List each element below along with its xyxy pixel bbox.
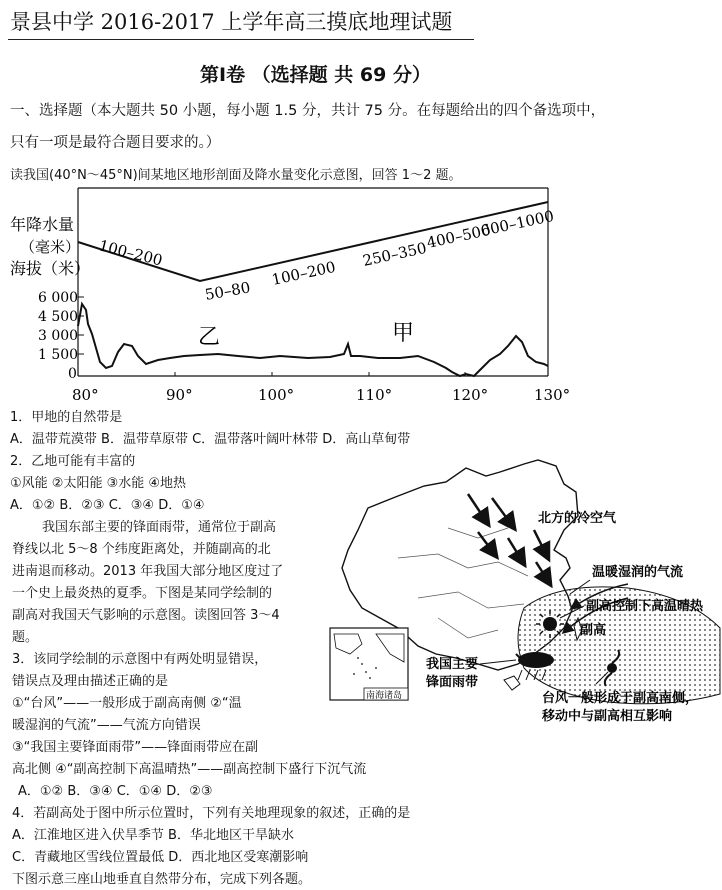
q4-options-cd: C．青藏地区雪线位置最低 D．西北地区受寒潮影响	[12, 850, 309, 865]
label-typhoon-2: 移动中与副高相互影响	[542, 709, 673, 724]
instructions-line-2: 只有一项是最符合题目要求的。）	[10, 135, 221, 151]
q2-stem: 2．乙地可能有丰富的	[10, 454, 136, 469]
intro-q1-q2: 读我国(40°N～45°N)间某地区地形剖面及降水量变化示意图，回答 1～2 题。	[10, 168, 462, 183]
q3-statement-1: ①“台风”——一般形成于副高南侧 ②“温	[12, 696, 242, 711]
y-tick-4500: 4 500	[38, 309, 79, 325]
q3-statement-2: 暖湿润的气流”——气流方向错误	[12, 718, 201, 733]
x-tick-120: 120°	[452, 386, 489, 404]
y-tick-6000: 6 000	[38, 290, 79, 306]
place-jia: 甲	[392, 321, 415, 346]
q3-statement-4: 高北侧 ④“副高控制下高温晴热”——副高控制下盛行下沉气流	[12, 762, 367, 777]
x-tick-80: 80°	[72, 386, 99, 404]
precip-label-6: 600–1000	[479, 206, 556, 240]
label-rain-belt-1: 我国主要	[426, 657, 479, 672]
place-yi: 乙	[198, 325, 221, 350]
title-underline	[8, 39, 474, 40]
label-typhoon-1: 台风一般形成于副高南侧，	[542, 691, 699, 706]
y-tick-3000: 3 000	[38, 328, 79, 344]
subtropical-high-map	[328, 458, 720, 758]
precip-label-1: 100–200	[97, 236, 165, 270]
inset-label: 南海诸岛	[366, 691, 403, 701]
precip-label-3: 100–200	[270, 257, 338, 289]
y-tick-0: 0	[68, 366, 77, 382]
passage-line-6: 题。	[12, 630, 39, 645]
y-label-precip: 年降水量	[10, 215, 75, 234]
label-subtropical-high: 副高	[580, 623, 607, 638]
y-label-elevation: 海拔（米）	[10, 259, 91, 278]
terrain-precipitation-profile	[8, 186, 571, 406]
q4-stem: 4．若副高处于图中所示位置时，下列有关地理现象的叙述，正确的是	[12, 806, 411, 821]
passage-line-2: 脊线以北 5～8 个纬度距离处，并随副高的北	[12, 542, 271, 557]
x-tick-100: 100°	[258, 386, 295, 404]
label-warm-air: 温暖湿润的气流	[592, 565, 684, 580]
label-hot-sunny: 副高控制下高温晴热	[586, 599, 704, 614]
passage-line-5: 副高对我国天气影响的示意图。读图回答 3～4	[12, 608, 280, 623]
q3-stem-2: 错误点及理由描述正确的是	[12, 674, 169, 689]
q4-options-ab: A．江淮地区进入伏旱季节 B．华北地区干旱缺水	[12, 828, 294, 843]
q3-stem-1: 3．该同学绘制的示意图中有两处明显错误，	[12, 652, 268, 667]
precip-label-4: 250–350	[361, 238, 429, 270]
precip-label-5: 400–500	[425, 220, 493, 252]
q1-options: A．温带荒漠带 B．温带草原带 C．温带落叶阔叶林带 D．高山草甸带	[10, 432, 411, 447]
x-tick-90: 90°	[166, 386, 193, 404]
passage-line-1: 我国东部主要的锋面雨带，通常位于副高	[42, 520, 277, 535]
x-tick-130: 130°	[534, 386, 571, 404]
page-title: 景县中学 2016-2017 上学年高三摸底地理试题	[10, 10, 453, 34]
q1-stem: 1．甲地的自然带是	[10, 410, 123, 425]
q3-statement-3: ③“我国主要锋面雨带”——锋面雨带应在副	[12, 740, 259, 755]
instructions-line-1: 一、选择题（本大题共 50 小题，每小题 1.5 分，共计 75 分。在每题给出的四个备选项中，	[10, 103, 606, 119]
q3-options: A．①② B．③④ C．①④ D．②③	[18, 784, 213, 799]
rain-cloud-icon	[518, 652, 554, 668]
q2-items: ①风能 ②太阳能 ③水能 ④地热	[10, 476, 187, 491]
x-tick-110: 110°	[356, 386, 393, 404]
precip-label-2: 50–80	[203, 278, 252, 304]
y-label-mm: （毫米）	[20, 238, 81, 256]
terrain-profile-line	[78, 304, 548, 376]
y-tick-1500: 1 500	[38, 347, 79, 363]
label-cold-air: 北方的冷空气	[538, 511, 617, 526]
next-intro: 下图示意三座山地垂直自然带分布，完成下列各题。	[12, 872, 312, 887]
passage-line-3: 进南退而移动。2013 年我国大部分地区度过了	[12, 564, 284, 579]
section-heading: 第Ⅰ卷 （选择题 共 69 分）	[200, 64, 431, 86]
passage-line-4: 一个史上最炎热的夏季。下图是某同学绘制的	[12, 586, 273, 601]
q2-options: A．①② B．②③ C．③④ D．①④	[10, 498, 205, 513]
hainan-island	[504, 676, 520, 690]
label-rain-belt-2: 锋面雨带	[426, 675, 479, 690]
